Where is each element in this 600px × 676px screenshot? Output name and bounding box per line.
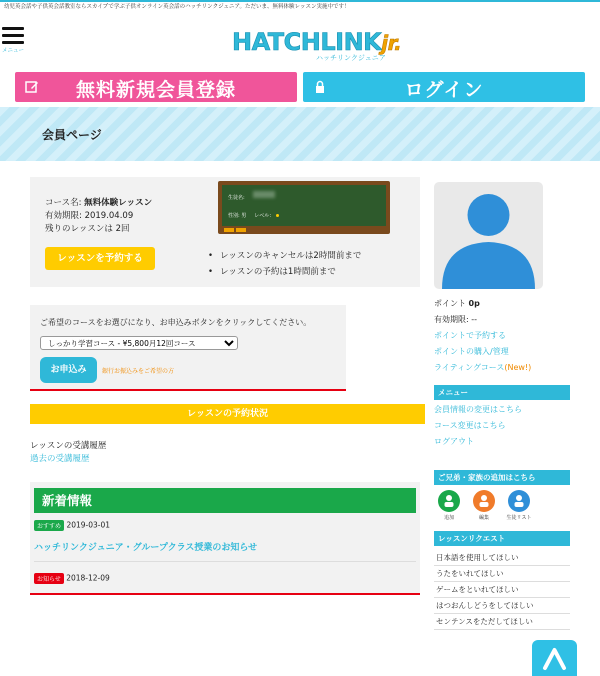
page-banner — [0, 107, 600, 161]
edit-family-button[interactable] — [469, 490, 499, 521]
lesson-rules — [208, 248, 361, 280]
student-list-label: 生徒リスト — [506, 515, 532, 521]
sidebar-item-profile[interactable]: 会員情報の変更はこちら — [434, 405, 522, 414]
lesson-request-heading: レッスンリクエスト — [434, 531, 570, 546]
apply-instruction: ご希望のコースをお選びになり、お申込みボタンをクリックしてください。 — [40, 318, 312, 327]
site-logo[interactable] — [232, 28, 402, 62]
points-value: 0p — [468, 299, 480, 308]
points-expiry-value: -- — [471, 315, 478, 324]
request-item[interactable]: 日本語を使用してほしい — [434, 550, 570, 566]
student-list-icon — [508, 490, 530, 512]
reservation-status-header: レッスンの予約状況 — [30, 404, 425, 424]
recommend-badge: おすすめ — [34, 520, 64, 531]
logo-jr: jr. — [381, 31, 402, 55]
logo-main: HATCHLINK — [232, 28, 382, 56]
lesson-history — [30, 440, 106, 466]
notice-badge: お知らせ — [34, 573, 64, 584]
points-panel — [434, 296, 531, 376]
chalk — [236, 228, 246, 232]
edit-user-icon — [473, 490, 495, 512]
register-button[interactable] — [15, 72, 297, 102]
apply-button[interactable]: お申込み — [40, 357, 97, 383]
board-name-label: 生徒名: — [228, 195, 245, 201]
news-section — [30, 482, 420, 595]
sidebar-item-logout[interactable]: ログアウト — [434, 437, 474, 446]
board-gender-label: 性別: — [228, 213, 240, 219]
remaining-lessons: 残りのレッスンは 2回 — [45, 224, 130, 234]
reserve-lesson-button[interactable]: レッスンを予約する — [45, 247, 155, 270]
sidebar-item-course-change[interactable]: コース変更はこちら — [434, 421, 506, 430]
login-button[interactable] — [303, 72, 585, 102]
points-row — [434, 296, 531, 312]
buy-points-link[interactable]: ポイントの購入/管理 — [434, 347, 509, 356]
history-heading: レッスンの受講履歴 — [30, 441, 107, 451]
news-date: 2018-12-09 — [66, 573, 110, 583]
board-level-label: レベル： — [254, 213, 275, 219]
add-family-label: 追加 — [443, 515, 454, 521]
add-family-button[interactable] — [434, 490, 464, 521]
board-gender-value: 男 — [241, 213, 247, 219]
reserve-with-points-link[interactable]: ポイントで予約する — [434, 331, 506, 340]
blackboard-surface — [222, 185, 386, 226]
course-select[interactable] — [40, 336, 238, 350]
course-summary — [30, 177, 420, 287]
request-item[interactable]: うたをいれてほしい — [434, 566, 570, 582]
logo-subtitle: ハッチリンクジュニア — [316, 54, 386, 62]
news-item-meta — [34, 520, 110, 531]
menu-icon-bar — [2, 34, 24, 37]
level-dot — [276, 214, 279, 217]
points-label: ポイント — [434, 299, 469, 308]
request-item[interactable]: ゲームをといれてほしい — [434, 582, 570, 598]
news-heading: 新着情報 — [34, 488, 416, 513]
news-item-meta — [34, 573, 110, 584]
points-expiry-row — [434, 312, 531, 328]
logo-text — [232, 28, 401, 56]
writing-course-link[interactable]: ライティングコース — [434, 363, 505, 372]
avatar-icon — [434, 182, 543, 289]
sidebar-menu — [434, 402, 522, 450]
chalk — [224, 228, 234, 232]
menu-icon — [2, 27, 24, 30]
edit-family-label: 編集 — [478, 515, 489, 521]
course-info — [45, 197, 152, 236]
rule-item: • レッスンのキャンセルは2時間前まで — [208, 248, 361, 264]
news-title-link[interactable]: ハッチリンクジュニア・グループクラス授業のお知らせ — [34, 543, 258, 553]
add-user-icon — [438, 490, 460, 512]
bank-transfer-link[interactable]: 銀行お振込みをご希望の方 — [102, 368, 175, 375]
course-expiry: 有効期限: 2019.04.09 — [45, 211, 134, 221]
page-top-icon — [532, 640, 577, 676]
family-actions — [434, 490, 570, 528]
lesson-request-list — [434, 550, 570, 630]
course-apply-form — [30, 305, 346, 391]
course-name-label: コース名: — [45, 198, 85, 208]
past-history-link[interactable]: 過去の受講履歴 — [30, 454, 90, 464]
page-top-button[interactable] — [532, 640, 577, 676]
new-badge: (New!) — [504, 363, 532, 372]
course-name-value: 無料体験レッスン — [84, 198, 153, 208]
student-blackboard — [218, 181, 390, 234]
writing-course-row[interactable] — [434, 360, 531, 376]
family-heading: ご兄弟・家族の追加はこちら — [434, 470, 570, 485]
news-divider — [34, 561, 416, 562]
avatar — [434, 182, 543, 289]
blurred-student-name — [253, 191, 275, 198]
news-date: 2019-03-01 — [66, 520, 111, 530]
board-stats — [228, 212, 279, 219]
login-label: ログイン — [404, 79, 484, 101]
menu-label: メニュー — [2, 48, 25, 54]
rule-item: • レッスンの予約は1時間前まで — [208, 264, 361, 280]
course-name — [45, 197, 152, 210]
sidebar-menu-heading: メニュー — [434, 385, 570, 400]
points-expiry-label: 有効期限: — [434, 315, 472, 324]
menu-button[interactable] — [2, 27, 24, 54]
register-label: 無料新規会員登録 — [75, 79, 236, 101]
page-title: 会員ページ — [42, 128, 102, 142]
request-item[interactable]: センテンスをただしてほしい — [434, 614, 570, 630]
site-tagline: 幼児英会話や子供英会話教室ならスカイプで学ぶ子供オンライン英会話のハッチリンクジュニア。ただいま、無料体験レッスン実施中です！ — [4, 4, 350, 10]
student-list-button[interactable] — [502, 490, 536, 521]
menu-icon-bar — [2, 41, 24, 44]
request-item[interactable]: はつおんしどうをしてほしい — [434, 598, 570, 614]
